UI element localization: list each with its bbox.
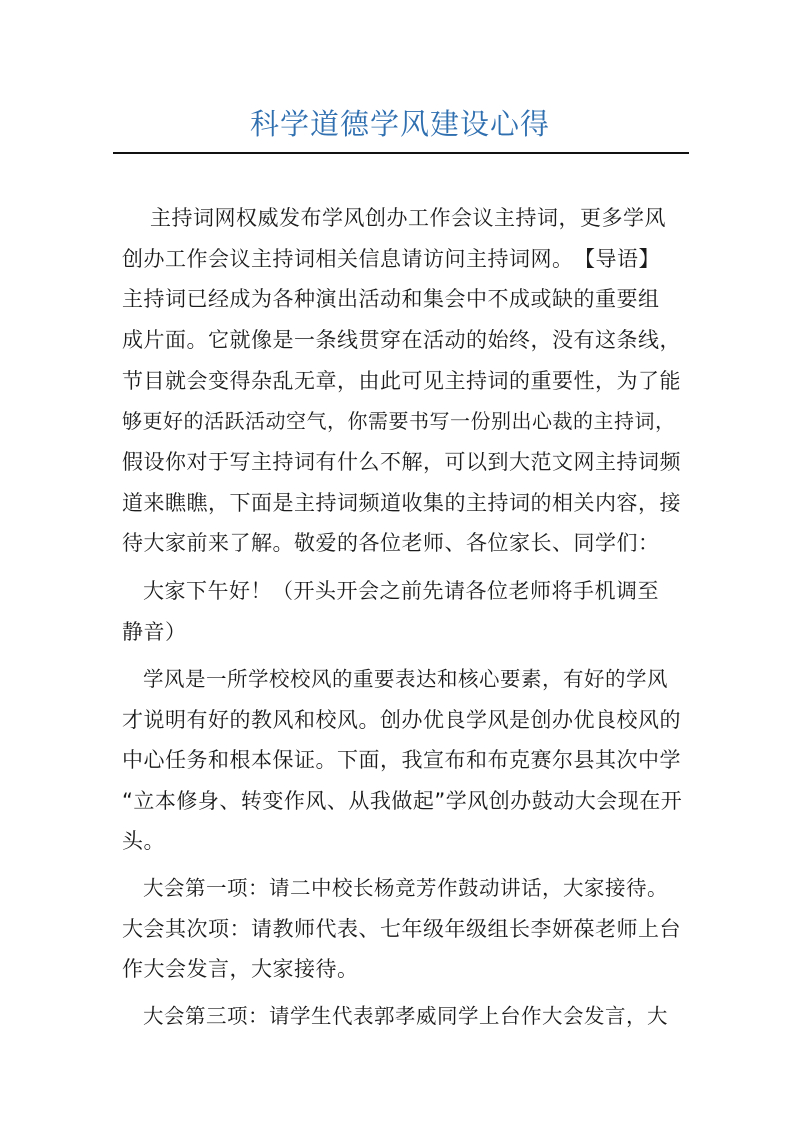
paragraph-line: 学风是一所学校校风的重要表达和核心要素，有好的学风 — [143, 667, 668, 691]
paragraph-line: 够更好的活跃活动空气，你需要书写一份别出心裁的主持词， — [122, 409, 676, 433]
title-divider — [113, 152, 689, 154]
paragraph-line: 主持词已经成为各种演出活动和集会中不成或缺的重要组 — [122, 287, 660, 311]
paragraph-line: 大家下午好！（开头开会之前先请各位老师将手机调至 — [143, 579, 659, 603]
paragraph-line: 作大会发言，大家接待。 — [122, 957, 359, 981]
paragraph-line: 大会第一项：请二中校长杨竞芳作鼓动讲话，大家接待。 — [143, 876, 668, 900]
paragraph-line: 静音） — [122, 620, 187, 644]
paragraph-line: 假设你对于写主持词有什么不解，可以到大范文网主持词频 — [122, 450, 681, 474]
paragraph-line: 中心任务和根本保证。下面，我宣布和布克赛尔县其次中学 — [122, 748, 681, 772]
paragraph-line: 主持词网权威发布学风创办工作会议主持词，更多学风 — [150, 206, 666, 230]
paragraph-line: 才说明有好的教风和校风。创办优良学风是创办优良校风的 — [122, 708, 681, 732]
document-title: 科学道德学风建设心得 — [249, 107, 550, 141]
paragraph-line: 头。 — [122, 829, 165, 853]
paragraph-line: 创办工作会议主持词相关信息请访问主持词网。 【导语】 — [122, 247, 660, 271]
paragraph-line: 道来瞧瞧，下面是主持词频道收集的主持词的相关内容，接 — [122, 491, 681, 515]
paragraph-line: 大会其次项：请教师代表、七年级年级组长李妍葆老师上台 — [122, 917, 681, 941]
paragraph-line: 大会第三项：请学生代表郭孝威同学上台作大会发言，大 — [143, 1004, 668, 1028]
paragraph-line: 待大家前来了解。敬爱的各位老师、各位家长、同学们： — [122, 531, 660, 555]
paragraph-line: “立本修身、转变作风、从我做起”学风创办鼓动大会现在开 — [122, 789, 683, 813]
paragraph-line: 节目就会变得杂乱无章，由此可见主持词的重要性，为了能 — [122, 369, 681, 393]
paragraph-line: 成片面。它就像是一条线贯穿在活动的始终，没有这条线， — [122, 328, 681, 352]
